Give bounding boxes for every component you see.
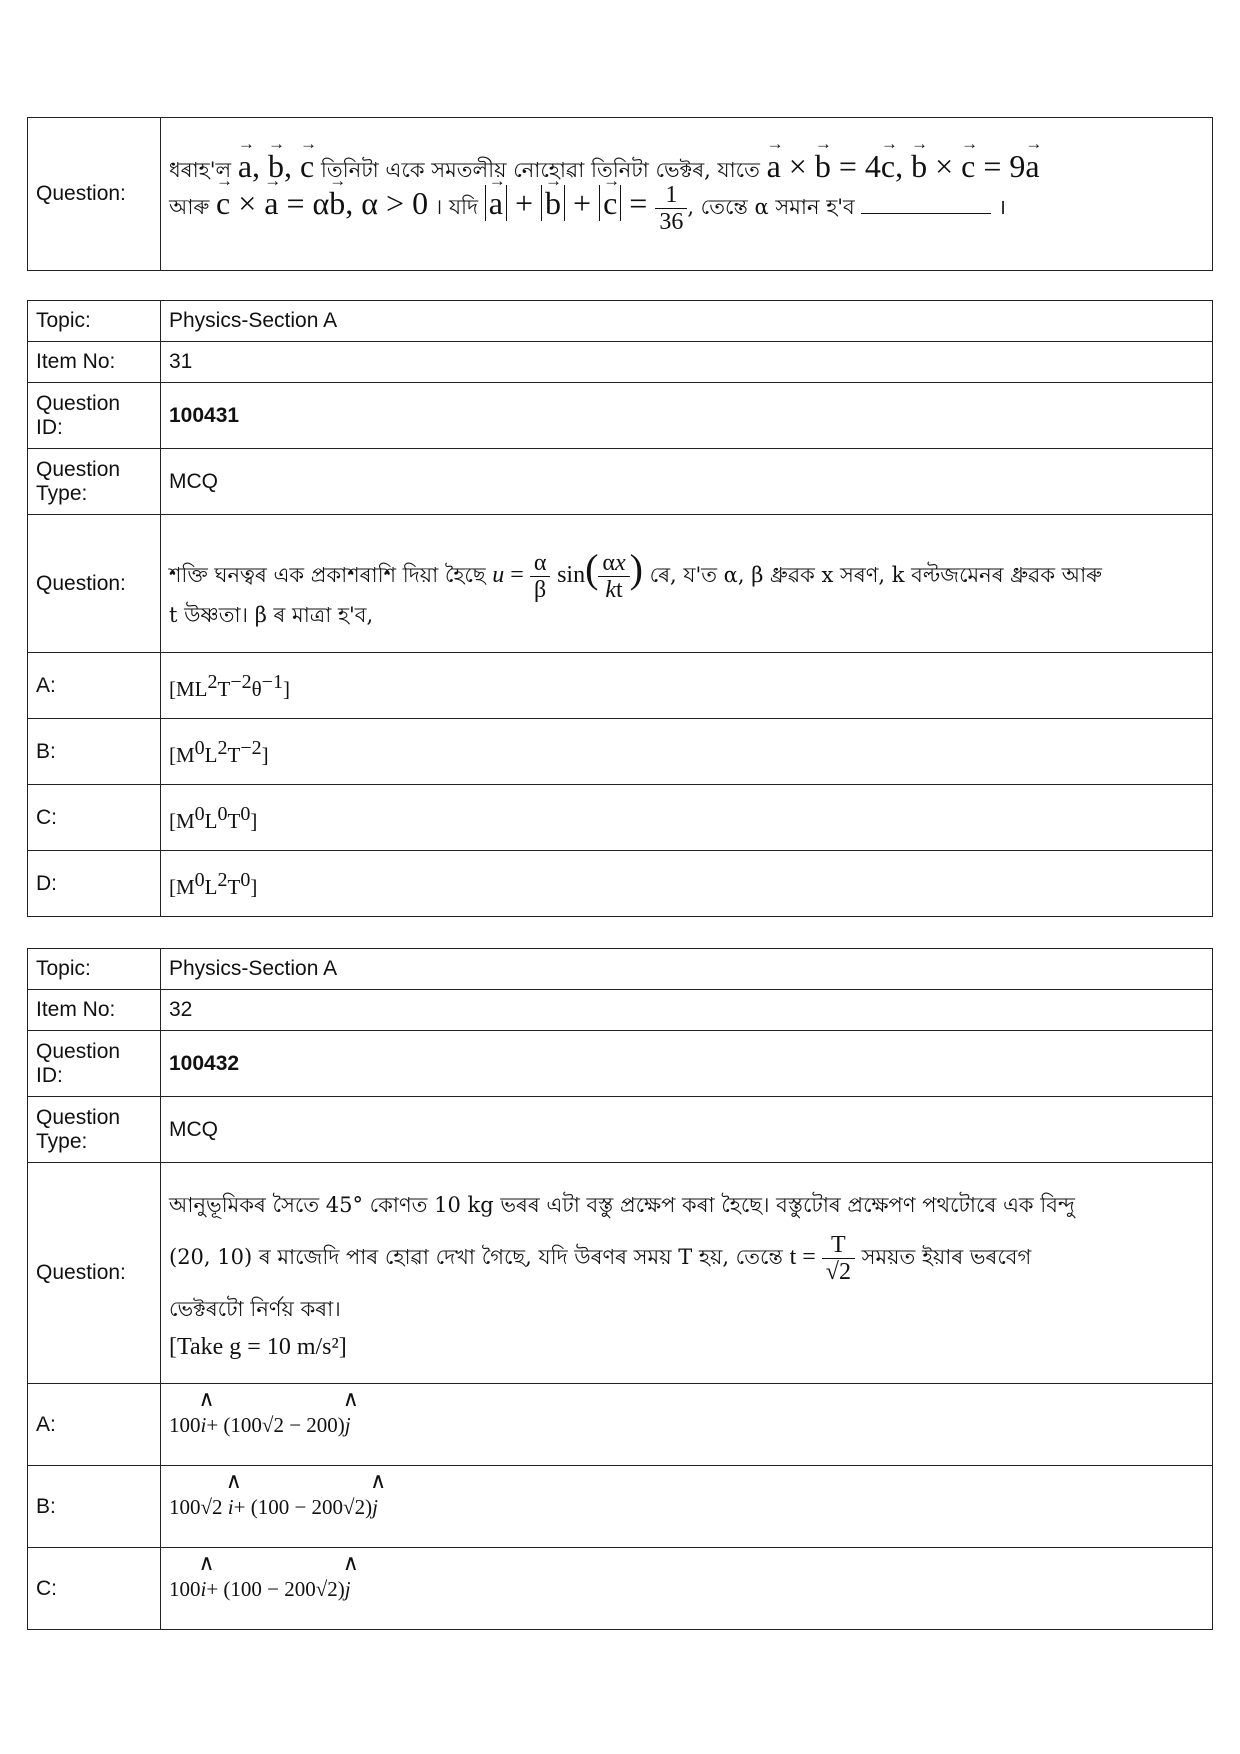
item-no-label: Item No: (28, 990, 161, 1031)
question-id-value: 100432 (161, 1031, 1213, 1097)
option-c-label: C: (28, 1548, 161, 1630)
option-c[interactable]: $[M^0L^0T^0]$ (161, 785, 1213, 851)
question-31-text: শক্তি ঘনত্বৰ এক প্ৰকাশৰাশি দিয়া হৈছে u = $\frac{\alpha}{\beta}$ sin( $\frac{\alpha x}{kt}$ ) ৰে, য'ত α, β ধ্ৰুৱক x সৰণ, k বল্টজমেনৰ ধ্ৰুৱক আৰু t উষ্ণতা। β ৰ মাত্ৰা হ'ব, (161, 515, 1213, 653)
question-30-card (27, 117, 1213, 271)
topic-value: Physics-Section A (161, 949, 1213, 990)
option-c-label: C: (28, 785, 161, 851)
item-no-value: 31 (161, 342, 1213, 383)
option-a-label: A: (28, 653, 161, 719)
question-label: Question: (28, 118, 161, 271)
question-32-card (27, 948, 1213, 1630)
question-type-label: Question Type: (28, 449, 161, 515)
question-label: Question: (28, 1163, 161, 1384)
question-31-card (27, 300, 1213, 917)
topic-value: Physics-Section A (161, 301, 1213, 342)
question-id-value: 100431 (161, 383, 1213, 449)
question-32-text: আনুভূমিকৰ সৈতে 45° কোণত 10 kg ভৰৰ এটা বস্তু প্ৰক্ষেপ কৰা হৈছে। বস্তুটোৰ প্ৰক্ষেপণ পথটোৰে এক বিন্দু (20, 10) ৰ মাজেদি পাৰ হোৱা দেখা গৈছে, যদি উৰণৰ সময় T হয়, তেন্তে t = $\frac{T}{√2}$ সময়ত ইয়াৰ ভৰবেগ ভেক্টৰটো নিৰ্ণয় কৰা। [Take g = 10 m/s²] (161, 1163, 1213, 1384)
question-type-value: MCQ (161, 1097, 1213, 1163)
option-a-label: A: (28, 1384, 161, 1466)
question-id-label: Question ID: (28, 383, 161, 449)
option-b[interactable]: 100√2 ∧ i+ (100 − 200√2)∧ j (161, 1466, 1213, 1548)
item-no-value: 32 (161, 990, 1213, 1031)
question-type-value: MCQ (161, 449, 1213, 515)
option-b-label: B: (28, 719, 161, 785)
question-type-label: Question Type: (28, 1097, 161, 1163)
option-a[interactable]: $[ML^2T^{-2}\theta^{-1}]$ (161, 653, 1213, 719)
option-b-label: B: (28, 1466, 161, 1548)
item-no-label: Item No: (28, 342, 161, 383)
option-a[interactable]: 100∧ i+ (100√2 − 200)∧ j (161, 1384, 1213, 1466)
option-c[interactable]: 100∧ i+ (100 − 200√2)∧ j (161, 1548, 1213, 1630)
topic-label: Topic: (28, 949, 161, 990)
option-b[interactable]: $[M^0L^2T^{-2}]$ (161, 719, 1213, 785)
question-label: Question: (28, 515, 161, 653)
question-30-text: ধৰাহ'ল → a, → b, → c তিনিটা একে সমতলীয় নোহোৱা তিনিটা ভেক্টৰ, যাতে → a × → b = 4→ c, → b × → c = 9→ a আৰু → c × → a = α→ b, α > 0 । যদি → a + → b + → c = $\frac{1}{36}$ , তেন্তে α সমান হ'ব । (161, 118, 1213, 271)
question-id-label: Question ID: (28, 1031, 161, 1097)
option-d-label: D: (28, 851, 161, 917)
option-d[interactable]: $[M^0L^2T^0]$ (161, 851, 1213, 917)
topic-label: Topic: (28, 301, 161, 342)
